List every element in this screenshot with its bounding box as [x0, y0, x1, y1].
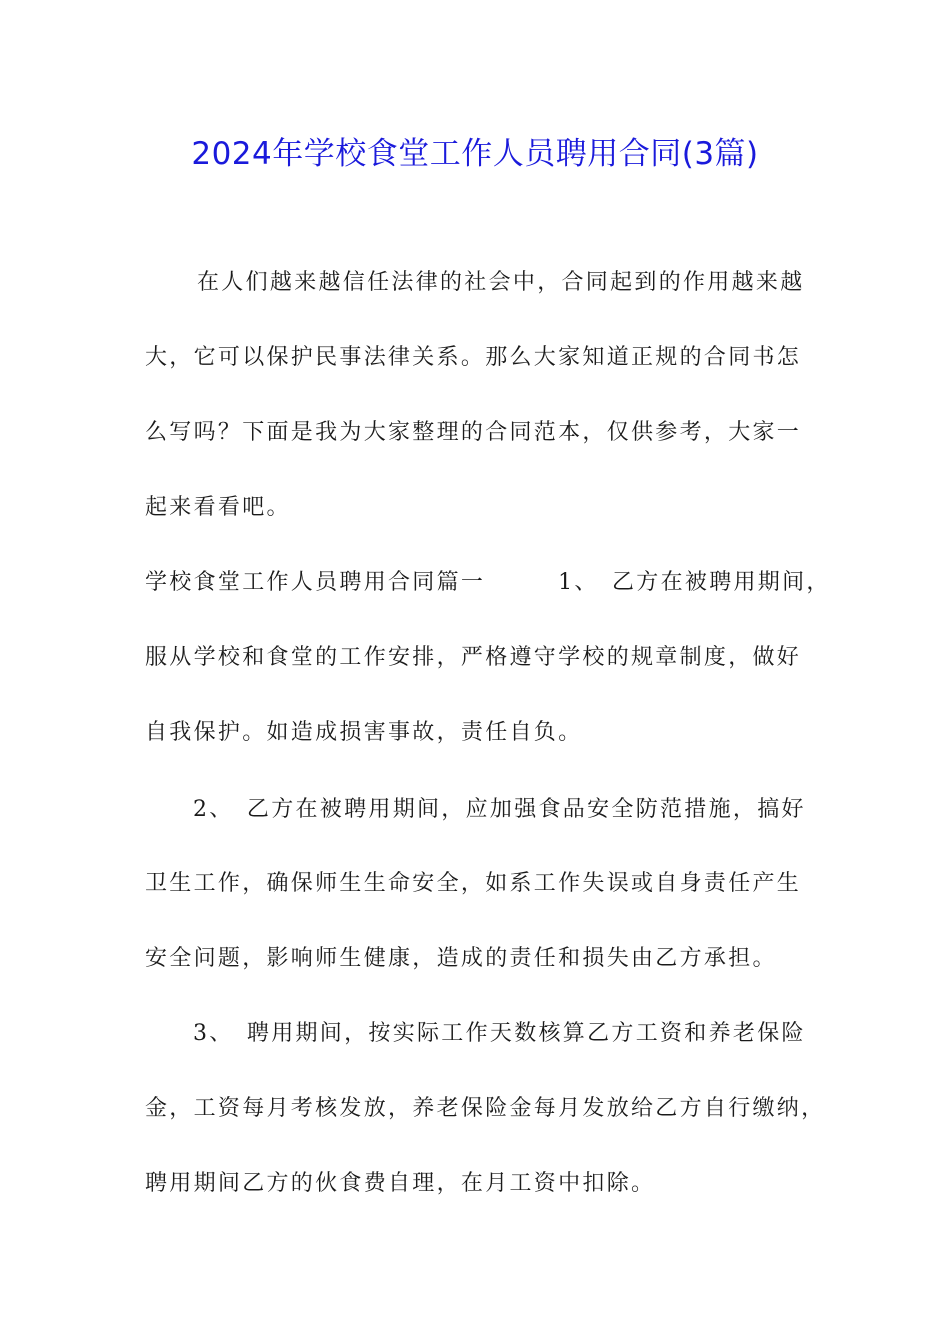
paragraph-line: 2、 乙方在被聘用期间，应加强食品安全防范措施，搞好 — [193, 797, 806, 822]
paragraph-line: 学校食堂工作人员聘用合同篇一 1、 乙方在被聘用期间， — [145, 570, 831, 595]
paragraph-line: 安全问题，影响师生健康，造成的责任和损失由乙方承担。 — [145, 946, 777, 971]
paragraph-line: 在人们越来越信任法律的社会中，合同起到的作用越来越 — [197, 270, 805, 295]
paragraph-line: 金，工资每月考核发放，养老保险金每月发放给乙方自行缴纳， — [145, 1096, 826, 1121]
paragraph-line: 聘用期间乙方的伙食费自理，在月工资中扣除。 — [145, 1171, 656, 1196]
paragraph-line: 卫生工作，确保师生生命安全，如系工作失误或自身责任产生 — [145, 871, 802, 896]
document-title: 2024年学校食堂工作人员聘用合同(3篇) — [191, 136, 759, 172]
paragraph-line: 自我保护。如造成损害事故，责任自负。 — [145, 720, 583, 745]
paragraph-line: 大，它可以保护民事法律关系。那么大家知道正规的合同书怎 — [145, 345, 802, 370]
paragraph-line: 3、 聘用期间，按实际工作天数核算乙方工资和养老保险 — [193, 1021, 806, 1046]
paragraph-line: 服从学校和食堂的工作安排，严格遵守学校的规章制度，做好 — [145, 645, 802, 670]
paragraph-line: 起来看看吧。 — [145, 495, 291, 520]
paragraph-line: 么写吗？下面是我为大家整理的合同范本，仅供参考，大家一 — [145, 420, 802, 445]
